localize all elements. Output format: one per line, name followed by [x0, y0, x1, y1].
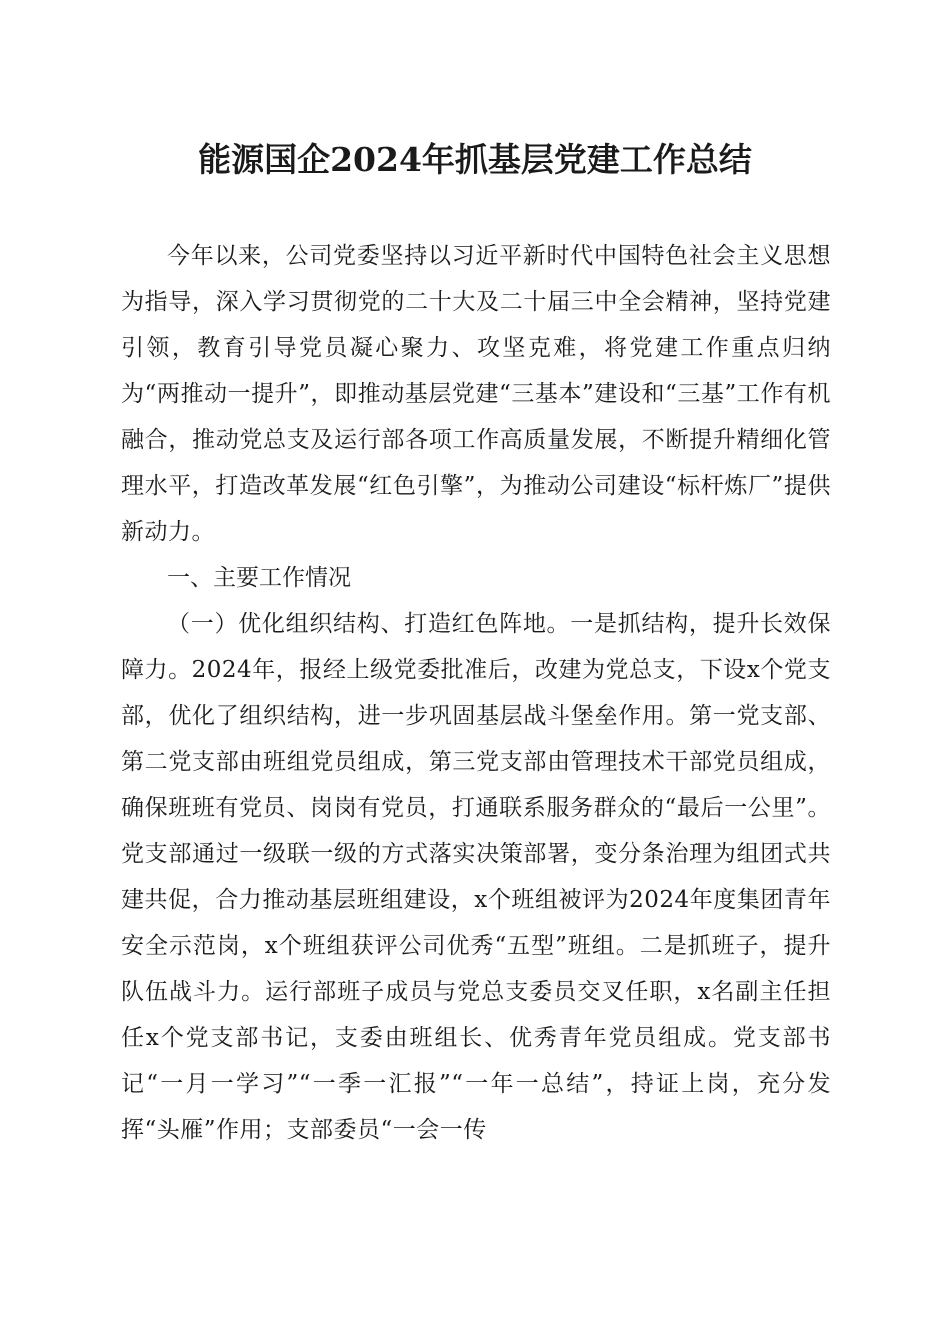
section-paragraph: （一）优化组织结构、打造红色阵地。一是抓结构，提升长效保障力。2024年，报经上级党委批准后，改建为党总支，下设x个党支部，优化了组织结构，进一步巩固基层战斗堡垒作用。第一党支部、第二党支部由班组党员组成，第三党支部由管理技术干部党员组成，确保班班有党员、岗岗有党员，打通联系服务群众的“最后一公里”。党支部通过一级联一级的方式落实决策部署，变分条治理为组团式共建共促，合力推动基层班组建设，x个班组被评为2024年度集团青年安全示范岗，x个班组获评公司优秀“五型”班组。二是抓班子，提升队伍战斗力。运行部班子成员与党总支委员交叉任职，x名副主任担任x个党支部书记，支委由班组长、优秀青年党员组成。党支部书记“一月一学习”“一季一汇报”“一年一总结”，持证上岗，充分发挥“头雁”作用；支部委员“一会一传	[121, 611, 831, 1143]
document-title: 能源国企2024年抓基层党建工作总结	[198, 140, 752, 179]
section-heading: 一、主要工作情况	[167, 565, 351, 591]
document-body	[121, 233, 831, 1153]
intro-paragraph: 今年以来，公司党委坚持以习近平新时代中国特色社会主义思想为指导，深入学习贯彻党的二十大及二十届三中全会精神，坚持党建引领，教育引导党员凝心聚力、攻坚克难，将党建工作重点归纳为“两推动一提升”，即推动基层党建“三基本”建设和“三基”工作有机融合，推动党总支及运行部各项工作高质量发展，不断提升精细化管理水平，打造改革发展“红色引擎”，为推动公司建设“标杆炼厂”提供新动力。	[121, 243, 831, 545]
